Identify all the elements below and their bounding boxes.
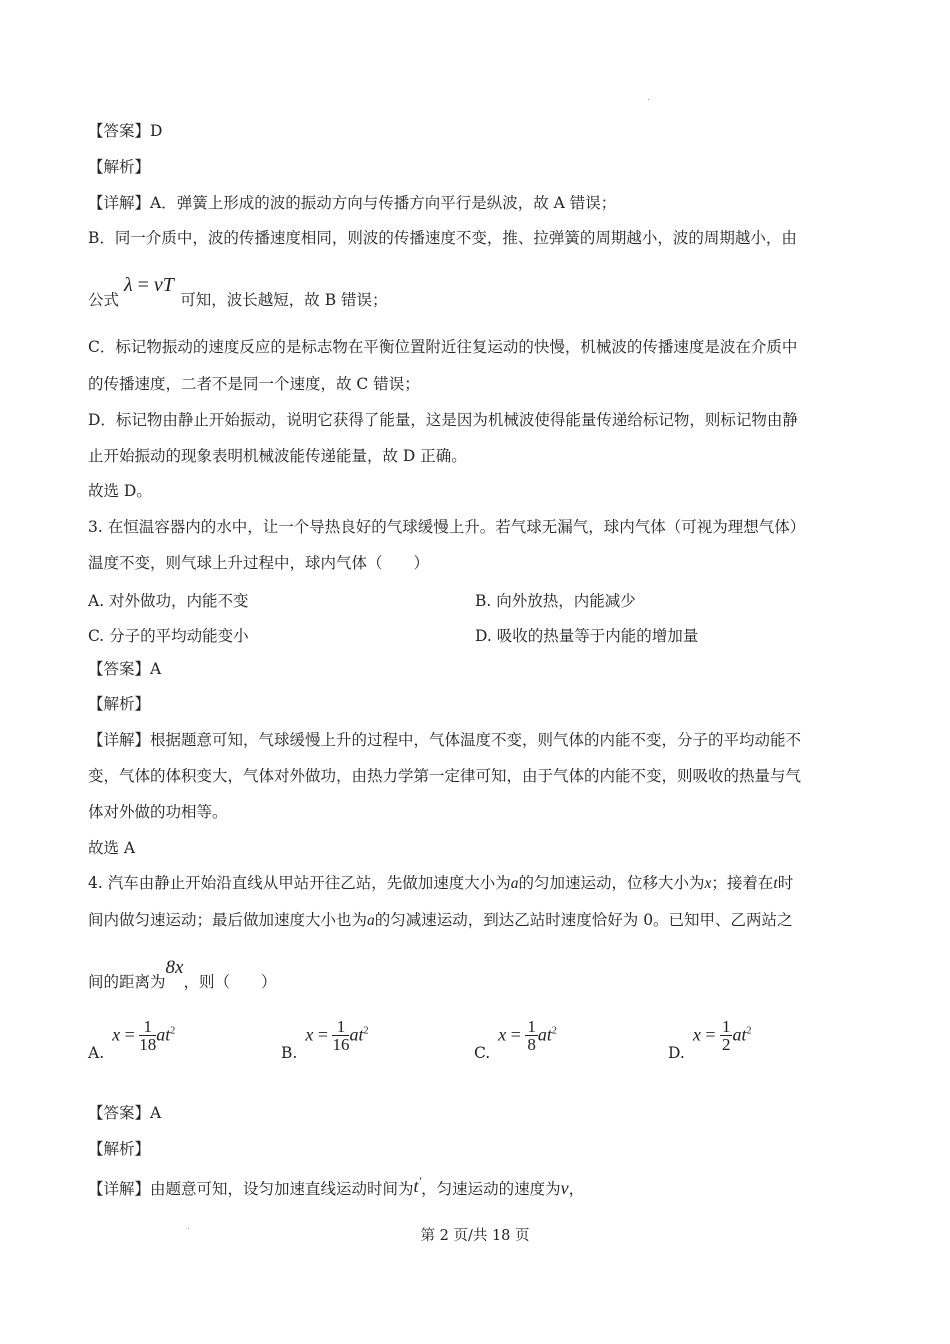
text: ，则（ ）	[183, 973, 277, 991]
var-a: a	[510, 875, 519, 892]
q3-option-d: D. 吸收的热量等于内能的增加量	[475, 627, 699, 645]
q2-answer: 【答案】D	[88, 122, 163, 140]
text: ；接着在	[711, 874, 774, 892]
formula-lhs: x	[692, 1024, 701, 1045]
formula-rhs: at	[732, 1024, 747, 1045]
option-label: A.	[88, 1044, 105, 1062]
option-label: D.	[668, 1044, 685, 1062]
text: 间内做匀速运动；最后做加速度大小也为	[88, 911, 368, 929]
formula-rhs: at	[537, 1024, 552, 1045]
q4-detail-line-1	[88, 1173, 584, 1199]
text: 的匀加速运动，位移大小为	[518, 874, 705, 892]
q3-analysis-heading: 【解析】	[88, 695, 151, 713]
q4-answer: 【答案】A	[88, 1104, 162, 1122]
q3-choose: 故选 A	[88, 839, 136, 857]
text: 公式	[88, 291, 120, 309]
denominator: 2	[721, 1035, 731, 1054]
exponent: 2	[170, 1025, 176, 1037]
option-label: C.	[474, 1044, 491, 1062]
formula-rhs: at	[349, 1024, 364, 1045]
exponent: 2	[746, 1025, 752, 1037]
distance-8x: 8x	[165, 957, 184, 978]
q4-option-b	[281, 1017, 369, 1062]
q2-detail-line-5: 的传播速度，二者不是同一个速度，故 C 错误；	[88, 375, 420, 393]
formula-lhs: x	[112, 1024, 121, 1045]
q4-analysis-heading: 【解析】	[88, 1140, 151, 1158]
q2-detail-line-2: B．同一介质中，波的传播速度相同，则波的传播速度不变，推、拉弹簧的周期越小，波的周期越小，由	[88, 229, 797, 247]
exponent: 2	[363, 1025, 369, 1037]
option-label: B.	[281, 1044, 298, 1062]
denominator: 18	[139, 1035, 157, 1054]
prime: ′	[418, 1174, 422, 1188]
q3-detail-line-3: 体对外做的功相等。	[88, 803, 228, 821]
q3-detail-line-2: 变，气体的体积变大，气体对外做功，由热力学第一定律可知，由于气体的内能不变，则吸收的热量与气	[88, 767, 802, 785]
q4-stem-line-2	[88, 910, 793, 931]
q2-choose: 故选 D。	[88, 482, 152, 500]
text: 间的距离为	[88, 973, 166, 991]
numerator: 1	[527, 1017, 536, 1036]
text: 的匀减速运动，到达乙站时速度恰好为 0。已知甲、乙两站之	[374, 911, 793, 929]
q3-stem-line-2: 温度不变，则气球上升过程中，球内气体（ ）	[88, 554, 430, 572]
formula-lambda: λ	[123, 274, 133, 296]
text: 时	[777, 874, 794, 892]
option-formula	[305, 1018, 368, 1053]
fraction	[332, 1018, 349, 1053]
denominator: 8	[527, 1035, 536, 1054]
numerator: 1	[332, 1018, 349, 1036]
q2-detail-line-7: 止开始振动的现象表明机械波能传递能量，故 D 正确。	[88, 447, 467, 465]
q3-stem-line-1: 3. 在恒温容器内的水中，让一个导热良好的气球缓慢上升。若气球无漏气，球内气体（可视为理想气体）	[88, 518, 806, 536]
exponent: 2	[551, 1025, 557, 1037]
var-t-prime	[414, 1176, 422, 1196]
option-formula	[693, 1018, 752, 1053]
q3-option-c: C. 分子的平均动能变小	[88, 627, 249, 645]
option-formula	[112, 1018, 175, 1053]
formula-lhs: x	[305, 1024, 314, 1045]
text: ，匀速运动的速度为	[421, 1180, 561, 1198]
page-footer: 第 2 页/共 18 页	[420, 1228, 530, 1244]
t: t	[413, 1176, 419, 1196]
q3-detail-line-1: 【详解】根据题意可知，气球缓慢上升的过程中，气体温度不变，则气体的内能不变，分子的平均动能不	[88, 731, 802, 749]
formula-equals: =	[313, 1024, 333, 1045]
formula-rhs: at	[156, 1024, 171, 1045]
scan-dot	[648, 99, 649, 100]
q4-option-a	[88, 1017, 176, 1062]
var-a: a	[367, 912, 375, 929]
fraction	[720, 1018, 733, 1053]
q2-detail-line-6: D．标记物由静止开始振动，说明它获得了能量，这是因为机械波使得能量传递给标记物，则标记物由静	[88, 411, 798, 429]
option-formula	[498, 1018, 557, 1053]
formula-equals: =	[132, 274, 154, 296]
denominator: 16	[332, 1035, 350, 1054]
q4-option-c	[474, 1017, 557, 1062]
q3-option-b: B. 向外放热，内能减少	[475, 592, 636, 610]
formula	[124, 272, 180, 296]
var-t: t	[773, 875, 778, 892]
var-v: v	[560, 1178, 569, 1198]
q2-detail-line-1: 【详解】A．弹簧上形成的波的振动方向与传播方向平行是纵波，故 A 错误；	[88, 194, 617, 212]
fraction	[525, 1018, 538, 1053]
text: ，	[568, 1180, 585, 1198]
formula-vt: vT	[153, 274, 174, 296]
var-x: x	[704, 875, 712, 892]
numerator: 1	[721, 1017, 731, 1036]
fraction	[139, 1018, 156, 1053]
formula-equals: =	[120, 1024, 140, 1045]
q3-option-a: A. 对外做功，内能不变	[88, 592, 249, 610]
text: 可知，波长越短，故 B 错误；	[180, 291, 388, 309]
q2-analysis-heading: 【解析】	[88, 158, 151, 176]
formula-lhs: x	[498, 1024, 507, 1045]
numerator: 1	[139, 1018, 156, 1036]
q3-answer: 【答案】A	[88, 660, 162, 678]
text: 【详解】由题意可知，设匀加速直线运动时间为	[88, 1180, 414, 1198]
text: 4. 汽车由静止开始沿直线从甲站开往乙站，先做加速度大小为	[88, 874, 511, 892]
q4-stem-line-1	[88, 873, 793, 894]
q4-stem-line-3	[88, 957, 277, 992]
formula-equals: =	[700, 1024, 720, 1045]
q2-detail-line-4: C．标记物振动的速度反应的是标志物在平衡位置附近往复运动的快慢，机械波的传播速度是波在介质中	[88, 338, 798, 356]
q4-option-d	[668, 1017, 752, 1062]
formula-equals: =	[506, 1024, 526, 1045]
q2-detail-line-3	[88, 274, 388, 310]
